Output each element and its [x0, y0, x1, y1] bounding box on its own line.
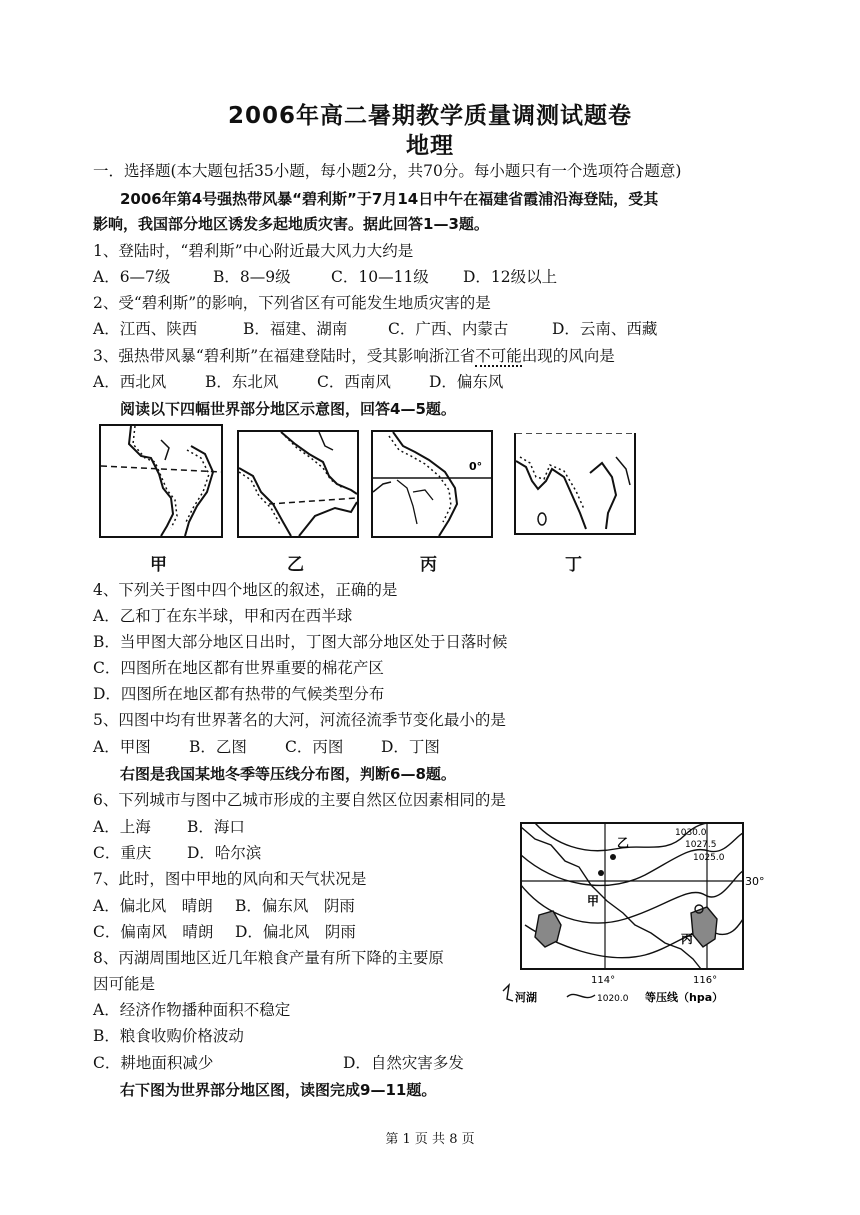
q3-emphasis: 不可能	[475, 347, 522, 365]
page-footer: 第 1 页 共 8 页	[385, 1132, 475, 1147]
q8-option-c: C．耕地面积减少	[93, 1054, 214, 1072]
q4-option-d: D．四图所在地区都有热带的气候类型分布	[93, 685, 385, 703]
map-yi	[237, 430, 359, 538]
question-4: 4、下列关于图中四个地区的叙述，正确的是	[93, 581, 398, 599]
intro-2: 阅读以下四幅世界部分地区示意图，回答4—5题。	[120, 400, 456, 418]
q7-options-row-1	[93, 896, 355, 916]
q8-option-b: B．粮食收购价格波动	[93, 1027, 244, 1045]
page-subtitle: 地理	[406, 133, 454, 159]
q6-options-row-2	[93, 843, 261, 863]
q2-option-c: C．广西、内蒙古	[388, 320, 509, 338]
map-label-ding: 丁	[565, 555, 582, 575]
q4-option-c: C．四图所在地区都有世界重要的棉花产区	[93, 659, 384, 677]
q7-option-c: C．偏南风 晴朗	[93, 923, 214, 941]
q6-options-row-1	[93, 817, 245, 837]
q3-text-pre: 3、强热带风暴“碧利斯”在福建登陆时，受其影响浙江省	[93, 347, 476, 365]
map-label-yi: 乙	[287, 555, 304, 575]
question-5-options	[93, 737, 440, 757]
map-label-bing: 丙	[420, 555, 437, 575]
q3-option-c: C．西南风	[317, 373, 391, 391]
q3-option-b: B．东北风	[205, 373, 279, 391]
isobar-city-yi: 乙	[617, 836, 630, 850]
q8-option-a: A．经济作物播种面积不稳定	[93, 1001, 291, 1019]
question-8-line-1: 8、丙湖周围地区近几年粮食产量有所下降的主要原	[93, 949, 444, 967]
map-bing-drawing	[373, 432, 491, 536]
map-bing-equator: 0°	[469, 460, 483, 473]
q5-option-a: A．甲图	[93, 738, 151, 756]
q3-text-post: 出现的风向是	[521, 347, 615, 365]
legend-isobar-value: 1020.0	[597, 994, 629, 1004]
question-1: 1、登陆时，“碧利斯”中心附近最大风力大约是	[93, 242, 414, 260]
q1-option-d: D．12级以上	[463, 268, 558, 286]
map-jia-drawing	[101, 426, 221, 536]
q1-option-a: A．6—7级	[93, 268, 171, 286]
intro-1-line-1: 2006年第4号强热带风暴“碧利斯”于7月14日中午在福建省霞浦沿海登陆，受其	[120, 190, 659, 208]
isobar-lon-114: 114°	[591, 975, 616, 986]
q7-option-d: D．偏北风 阴雨	[235, 923, 356, 941]
section-heading: 一．选择题(本大题包括35小题，每小题2分，共70分。每小题只有一个选项符合题意)	[93, 162, 682, 180]
question-3-options	[93, 372, 503, 392]
map-jia	[99, 424, 223, 538]
q1-option-b: B．8—9级	[213, 268, 291, 286]
question-6: 6、下列城市与图中乙城市形成的主要自然区位因素相同的是	[93, 791, 506, 809]
question-8-line-2: 因可能是	[93, 975, 156, 993]
legend-lake-label: 河湖	[515, 991, 537, 1004]
page-title: 2006年高二暑期教学质量调测试题卷	[227, 103, 632, 129]
isobar-lon-116: 116°	[693, 975, 718, 986]
q6-option-b: B．海口	[187, 818, 245, 836]
isobar-map	[495, 815, 770, 1010]
map-bing	[371, 430, 493, 538]
map-ding	[514, 433, 636, 535]
question-5: 5、四图中均有世界著名的大河，河流径流季节变化最小的是	[93, 711, 506, 729]
q5-option-c: C．丙图	[285, 738, 344, 756]
map-ding-drawing	[516, 433, 634, 533]
q7-option-b: B．偏东风 阴雨	[235, 897, 355, 915]
q3-option-a: A．西北风	[93, 373, 167, 391]
isobar-label-1030: 1030.0	[675, 828, 707, 838]
question-7: 7、此时，图中甲地的风向和天气状况是	[93, 870, 367, 888]
q5-option-b: B．乙图	[189, 738, 247, 756]
q2-option-d: D．云南、西藏	[552, 320, 658, 338]
q8-option-d: D．自然灾害多发	[343, 1054, 464, 1072]
map-yi-drawing	[239, 432, 357, 536]
isobar-lake-bing: 丙	[681, 932, 694, 946]
isobar-place-jia: 甲	[587, 894, 600, 908]
q1-option-c: C．10—11级	[331, 268, 429, 286]
question-2-options	[93, 319, 657, 339]
q2-option-a: A．江西、陕西	[93, 320, 198, 338]
intro-4: 右下图为世界部分地区图，读图完成9—11题。	[120, 1081, 437, 1099]
q2-option-b: B．福建、湖南	[243, 320, 348, 338]
isobar-lat-30: 30°	[745, 875, 765, 888]
intro-1-line-2: 影响，我国部分地区诱发多起地质灾害。据此回答1—3题。	[93, 215, 489, 233]
q3-option-d: D．偏东风	[429, 373, 504, 391]
isobar-label-1027: 1027.5	[685, 840, 717, 850]
q8-options-row-cd	[93, 1053, 464, 1073]
question-1-options	[93, 267, 557, 287]
q6-option-d: D．哈尔滨	[187, 844, 262, 862]
q7-option-a: A．偏北风 晴朗	[93, 897, 213, 915]
question-3	[93, 346, 615, 366]
isobar-label-1025: 1025.0	[693, 853, 725, 863]
q4-option-a: A．乙和丁在东半球，甲和丙在西半球	[93, 607, 353, 625]
intro-3: 右图是我国某地冬季等压线分布图，判断6—8题。	[120, 765, 456, 783]
q6-option-a: A．上海	[93, 818, 151, 836]
q5-option-d: D．丁图	[381, 738, 440, 756]
question-2: 2、受“碧利斯”的影响，下列省区有可能发生地质灾害的是	[93, 294, 491, 312]
legend-isobar-label: 等压线（hpa）	[645, 991, 724, 1004]
q7-options-row-2	[93, 922, 356, 942]
map-label-jia: 甲	[150, 555, 167, 575]
q4-option-b: B．当甲图大部分地区日出时，丁图大部分地区处于日落时候	[93, 633, 508, 651]
isobar-map-drawing	[495, 815, 770, 1010]
q6-option-c: C．重庆	[93, 844, 152, 862]
